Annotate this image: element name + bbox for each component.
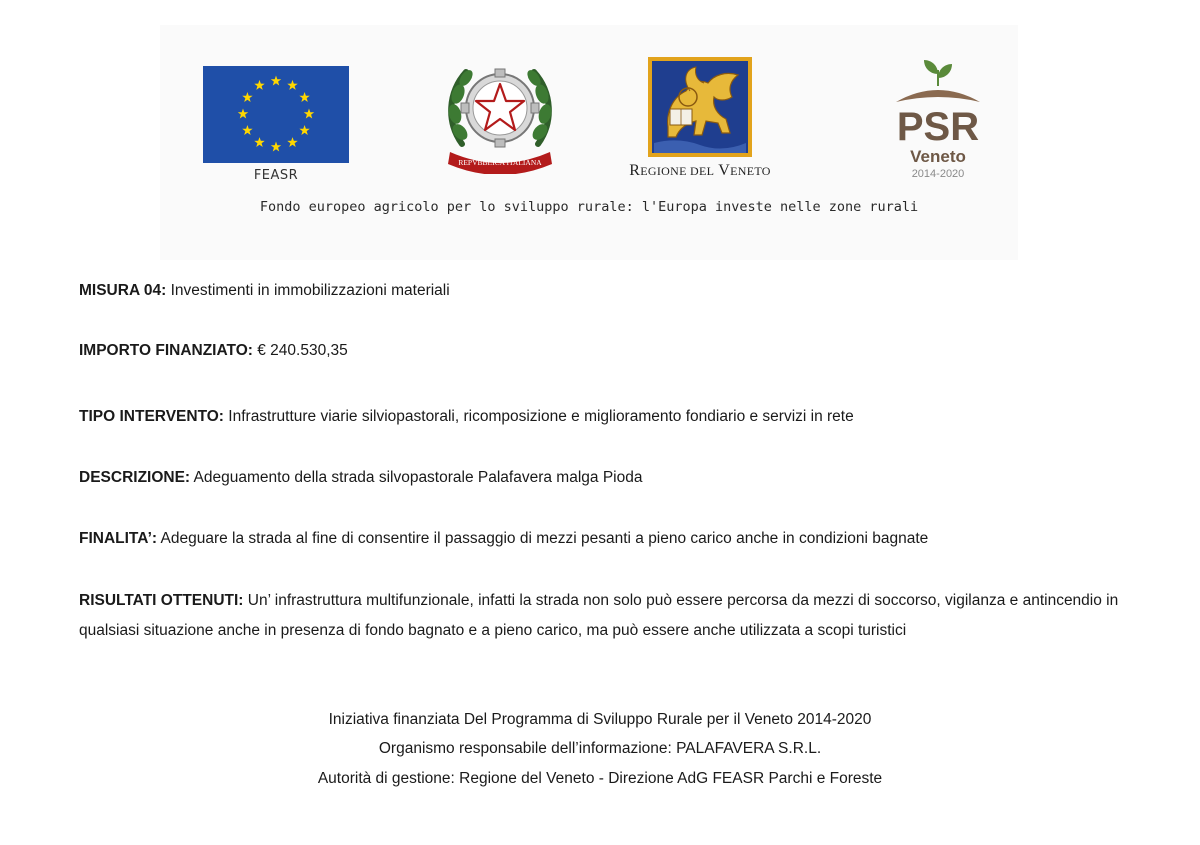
eu-star-icon	[271, 76, 281, 86]
tipo-intervento-field	[79, 402, 1129, 432]
region-label-part1: EGIONE	[640, 164, 691, 178]
footer-line-autorita: Autorità di gestione: Regione del Veneto - Direzione AdG FEASR Parchi e Foreste	[317, 770, 883, 787]
importo-value: € 240.530,35	[257, 342, 348, 359]
finalita-label: FINALITA’:	[79, 530, 158, 547]
eu-star-icon	[299, 125, 309, 135]
psr-veneto-logo	[890, 56, 986, 182]
eu-star-icon	[287, 80, 297, 90]
psr-years: 2014-2020	[911, 168, 965, 180]
regione-veneto-label	[604, 162, 796, 180]
risultati-field	[79, 586, 1129, 646]
tipo-intervento-value: Infrastrutture viarie silviopastorali, ricomposizione e miglioramento fondiario e servizi in rete	[228, 408, 854, 425]
risultati-value: Un’ infrastruttura multifunzionale, infatti la strada non solo può essere percorsa da mezzi di soccorso, vigilanza e antincendio in qualsiasi situazione anche in presenza di fondo bagnato e a pieno carico, ma può essere anche utilizzata a scopi turistici	[79, 592, 1119, 639]
descrizione-label: DESCRIZIONE:	[79, 469, 191, 486]
eu-logo-label: FEASR	[253, 168, 299, 183]
italian-republic-emblem	[440, 52, 560, 174]
region-label-part2: DEL	[690, 164, 715, 178]
misura-value: Investimenti in immobilizzazioni materiali	[170, 282, 450, 299]
eu-star-icon	[238, 109, 248, 119]
emblem-ribbon-text: REPVBBLICA ITALIANA	[458, 158, 542, 167]
risultati-label: RISULTATI OTTENUTI:	[79, 592, 244, 609]
psr-title: PSR	[896, 105, 980, 149]
eu-star-icon	[242, 92, 252, 102]
eu-flag-logo	[203, 66, 349, 163]
region-label-cap2: V	[714, 162, 731, 179]
tipo-intervento-label: TIPO INTERVENTO:	[79, 408, 224, 425]
eu-stars-icon	[203, 66, 349, 163]
importo-label: IMPORTO FINANZIATO:	[79, 342, 253, 359]
finalita-value: Adeguare la strada al fine di consentire il passaggio di mezzi pesanti a pieno carico anche in condizioni bagnate	[160, 530, 929, 547]
misura-field	[79, 276, 1129, 306]
eu-star-icon	[254, 80, 264, 90]
eu-star-icon	[271, 142, 281, 152]
footer-line-iniziativa: Iniziativa finanziata Del Programma di Sviluppo Rurale per il Veneto 2014-2020	[328, 711, 872, 728]
psr-subtitle: Veneto	[910, 147, 966, 166]
descrizione-value: Adeguamento della strada silvopastorale Palafavera malga Pioda	[193, 469, 643, 486]
eu-star-icon	[299, 92, 309, 102]
regione-veneto-logo	[648, 57, 752, 157]
descrizione-field	[79, 463, 1129, 493]
banner-tagline: Fondo europeo agricolo per lo sviluppo rurale: l'Europa investe nelle zone rurali	[259, 199, 919, 215]
finalita-field	[79, 524, 1129, 554]
misura-label: MISURA 04:	[79, 282, 167, 299]
eu-star-icon	[304, 109, 314, 119]
region-label-cap1: R	[629, 162, 641, 179]
eu-star-icon	[254, 137, 264, 147]
importo-field	[79, 336, 1129, 366]
region-label-part3: ENETO	[730, 164, 771, 178]
eu-star-icon	[287, 137, 297, 147]
footer-line-organismo: Organismo responsabile dell’informazione: PALAFAVERA S.R.L.	[378, 740, 822, 757]
eu-star-icon	[242, 125, 252, 135]
